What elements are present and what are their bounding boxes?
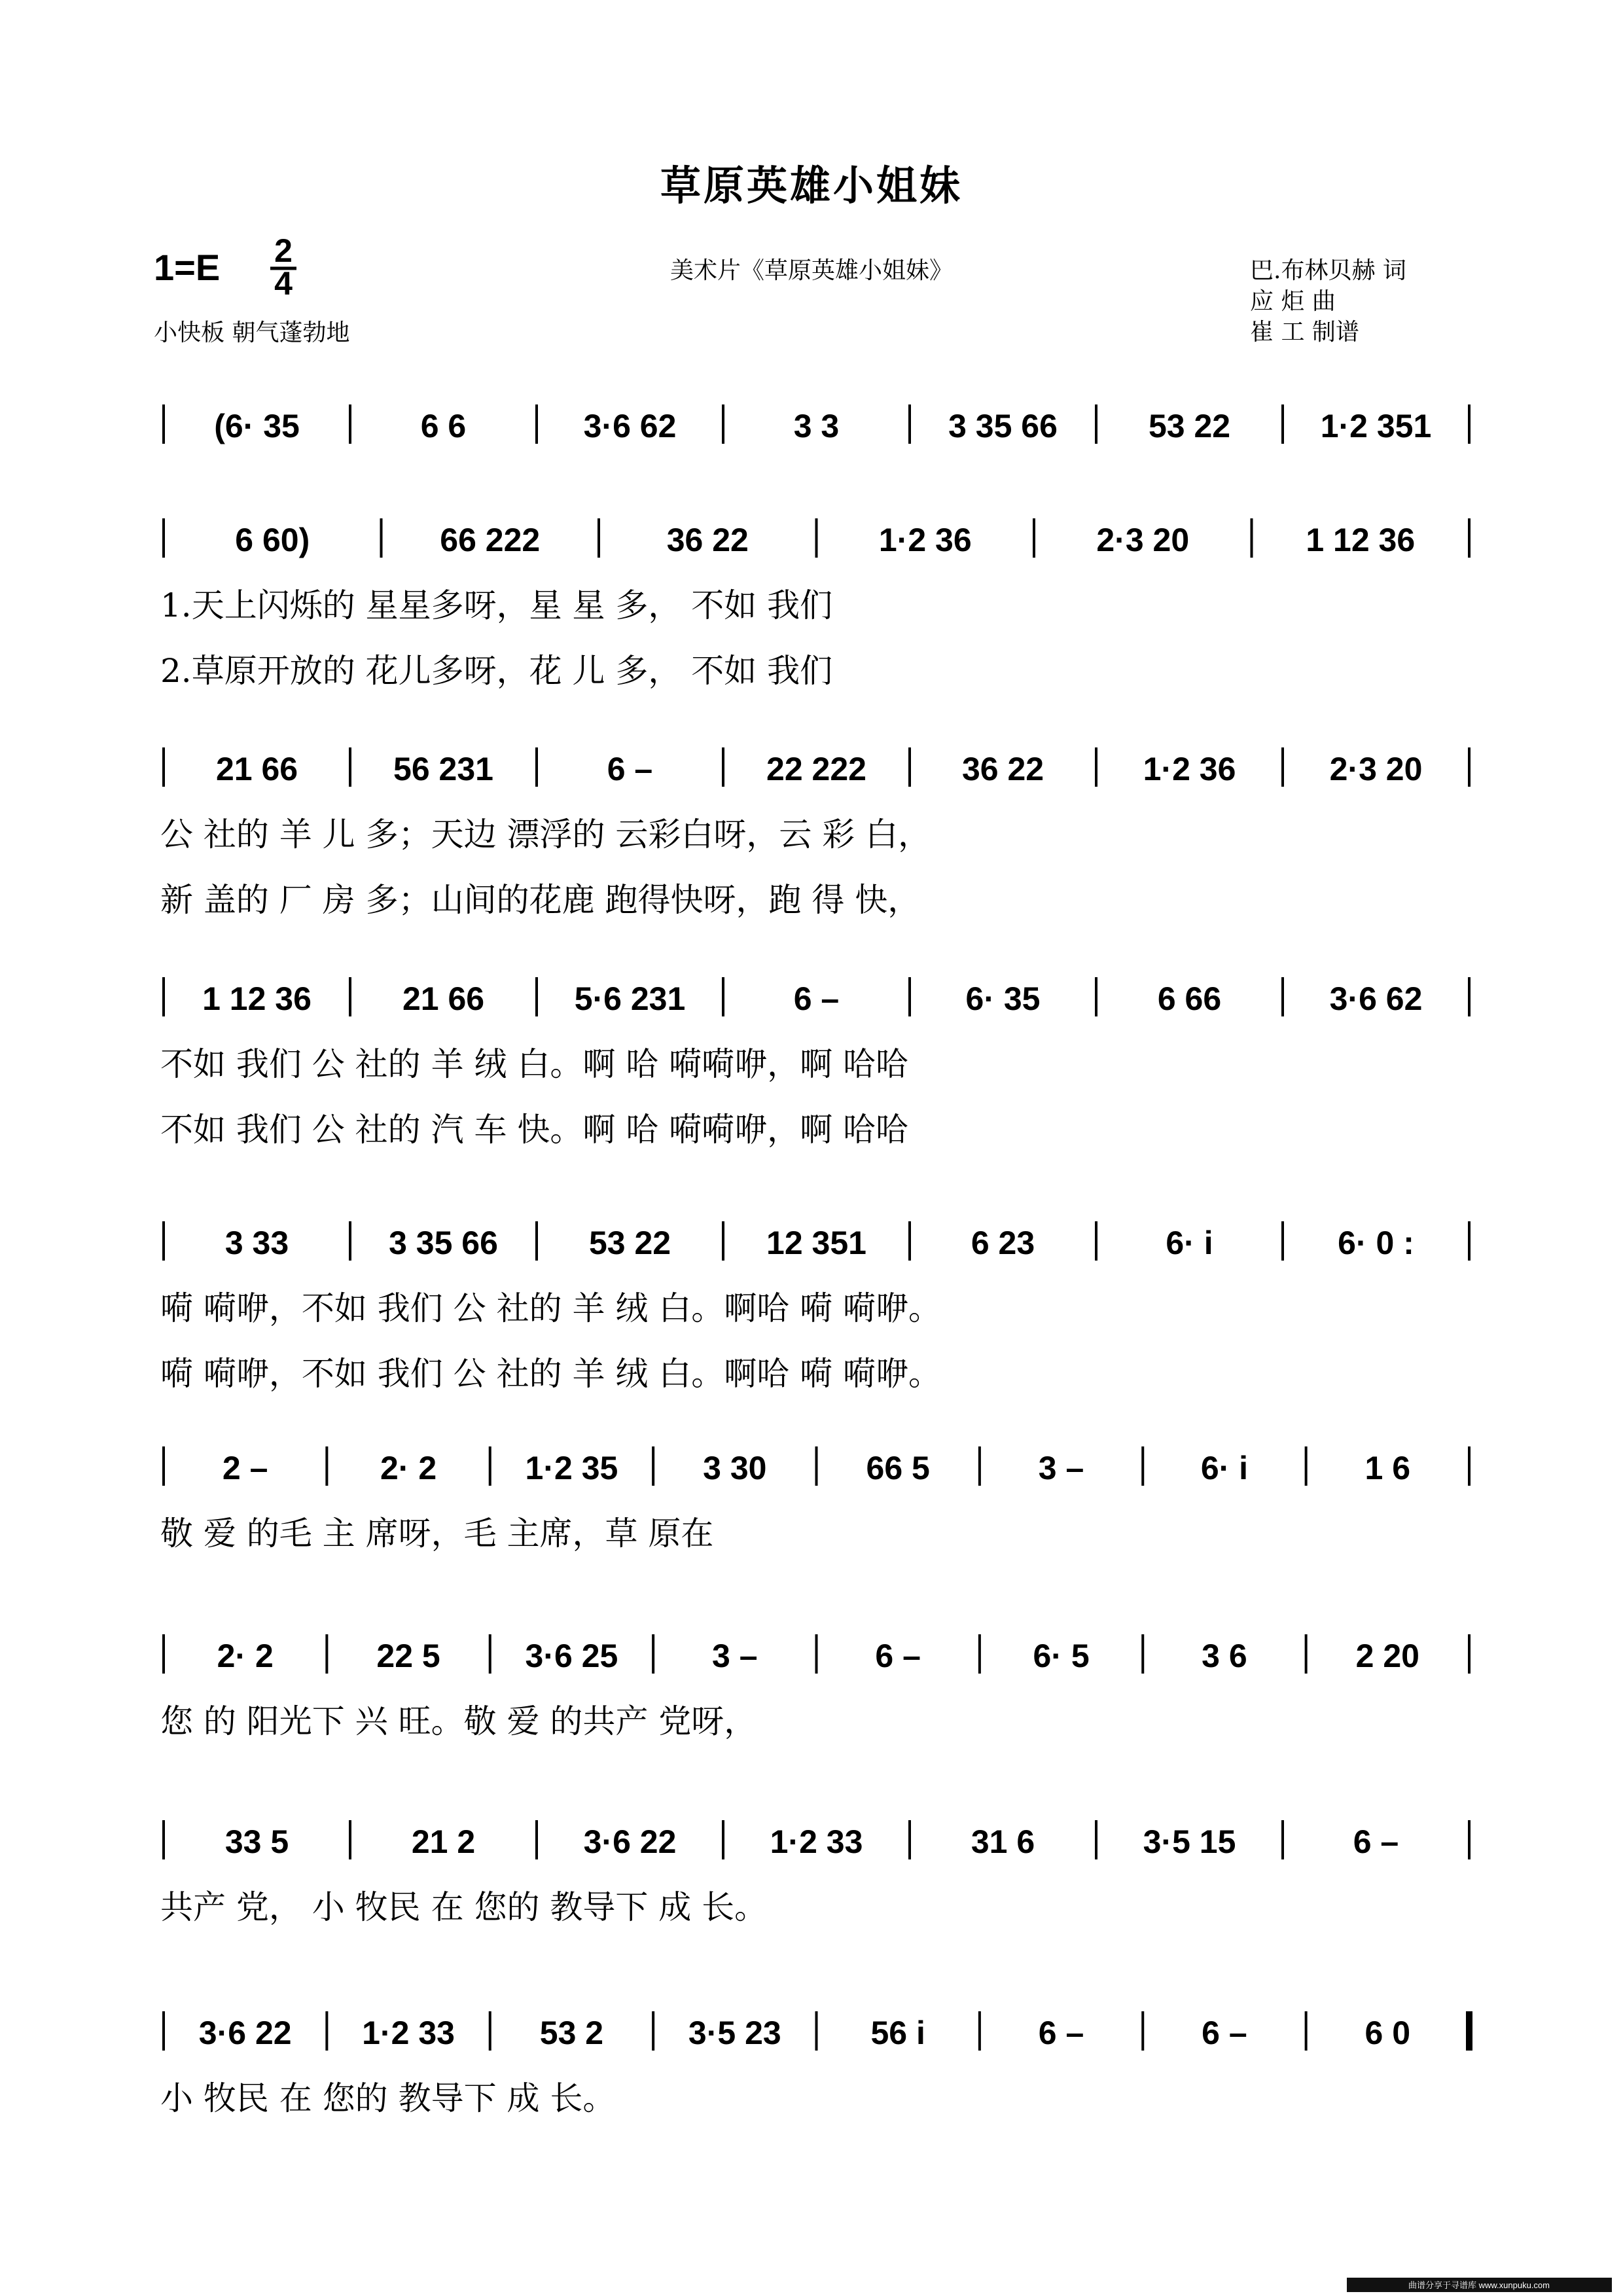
measure-notes: 6 6	[420, 408, 467, 444]
measure-notes: 1·2 33	[770, 1823, 863, 1860]
measure-notes: 3·6 62	[1329, 980, 1423, 1017]
lyric-line: 嗬 嗬咿，不如 我们 公 社的 羊 绒 白。啊哈 嗬 嗬咿。	[160, 1355, 942, 1393]
measure-notes: 3 6	[1202, 1638, 1247, 1674]
measure-notes: 53 2	[539, 2015, 604, 2051]
measure-notes: 2· 2	[217, 1638, 274, 1674]
measure-notes: 53 22	[588, 1225, 671, 1261]
measure-notes: 53 22	[1148, 408, 1231, 444]
measure-notes: 21 66	[215, 751, 298, 787]
measure-notes: 3 3	[793, 408, 840, 444]
measure-notes: 3 33	[224, 1225, 289, 1261]
lyric-line: 您 的 阳光下 兴 旺。敬 爱 的共产 党呀，	[160, 1702, 757, 1740]
time-signature	[270, 232, 296, 302]
time-signature-top: 2	[274, 232, 293, 269]
measure-notes: 3·6 25	[525, 1638, 618, 1674]
measure-notes: 3·5 15	[1143, 1823, 1236, 1860]
measure-notes: 22 222	[766, 751, 866, 787]
lyric-line: 新 盖的 厂 房 多；山间的花鹿 跑得快呀，跑 得 快，	[160, 881, 921, 919]
composer-credit: 应 炬 曲	[1250, 288, 1336, 315]
measure-notes: 1·2 33	[362, 2015, 455, 2051]
measure-notes: 22 5	[376, 1638, 440, 1674]
measure-notes: 6 60)	[235, 522, 310, 558]
measure-notes: 21 66	[402, 980, 485, 1017]
measure-notes: 3·5 23	[688, 2015, 781, 2051]
measure-notes: 66 5	[866, 1450, 930, 1486]
measure-notes: 1 12 36	[1306, 522, 1416, 558]
measure-notes: 6· i	[1166, 1225, 1213, 1261]
lyric-line: 不如 我们 公 社的 羊 绒 白。啊 哈 嗬嗬咿，啊 哈哈	[160, 1045, 909, 1083]
time-signature-bottom: 4	[274, 265, 293, 302]
measure-notes: 3·6 22	[583, 1823, 677, 1860]
notation-row	[160, 518, 1469, 690]
measure-notes: 1·2 351	[1320, 408, 1432, 444]
measure-notes: (6· 35	[214, 408, 300, 444]
measure-notes: 6 –	[875, 1638, 921, 1674]
measure-notes: 6 –	[1202, 2015, 1247, 2051]
notation-row	[160, 1634, 1469, 1740]
measure-notes: 66 222	[440, 522, 541, 558]
measure-notes: 6 –	[607, 751, 653, 787]
key-signature: 1=E	[154, 247, 221, 288]
engraver-credit: 崔 工 制谱	[1250, 319, 1359, 346]
measure-notes: 6· 5	[1033, 1638, 1090, 1674]
lyric-line: 小 牧民 在 您的 教导下 成 长。	[160, 2079, 616, 2117]
measure-notes: 3 35 66	[389, 1225, 498, 1261]
notation-row	[160, 747, 1469, 919]
tempo-marking: 小快板 朝气蓬勃地	[154, 319, 350, 346]
notation-row	[160, 977, 1469, 1149]
lyric-line: 共产 党， 小 牧民 在 您的 教导下 成 长。	[160, 1888, 768, 1926]
measure-notes: 3 35 66	[948, 408, 1058, 444]
lyric-line: 不如 我们 公 社的 汽 车 快。啊 哈 嗬嗬咿，啊 哈哈	[160, 1111, 909, 1149]
lyric-line: 1.天上闪烁的 星星多呀，星 星 多， 不如 我们	[160, 586, 833, 624]
notation-row	[160, 1221, 1469, 1393]
measure-notes: 6· 0 :	[1338, 1225, 1414, 1261]
measure-notes: 2 –	[222, 1450, 268, 1486]
measure-notes: 6 –	[1038, 2015, 1084, 2051]
measure-notes: 3 –	[712, 1638, 758, 1674]
lyricist-credit: 巴.布林贝赫 词	[1250, 257, 1406, 284]
measure-notes: 2· 2	[380, 1450, 437, 1486]
notation-row	[164, 404, 1469, 444]
measure-notes: 6 –	[793, 980, 840, 1017]
measure-notes: 3 30	[703, 1450, 767, 1486]
notation-row	[160, 2011, 1469, 2117]
measure-notes: 36 22	[666, 522, 749, 558]
measure-notes: 2·3 20	[1329, 751, 1423, 787]
lyric-line: 公 社的 羊 儿 多；天边 漂浮的 云彩白呀，云 彩 白，	[160, 816, 931, 853]
song-title: 草原英雄小姐妹	[660, 162, 963, 209]
footer-text: 曲谱分享于寻谱库 www.xunpuku.com	[1408, 2280, 1550, 2290]
notation-row	[160, 1820, 1469, 1926]
measure-notes: 1 6	[1364, 1450, 1411, 1486]
measure-notes: 6· 35	[965, 980, 1041, 1017]
footer-bar	[1347, 2278, 1612, 2292]
measure-notes: 12 351	[766, 1225, 866, 1261]
measure-notes: 2·3 20	[1096, 522, 1190, 558]
measure-notes: 1·2 36	[1143, 751, 1236, 787]
measure-notes: 3 –	[1038, 1450, 1084, 1486]
lyric-line: 敬 爱 的毛 主 席呀，毛 主席，草 原在	[160, 1515, 714, 1552]
measure-notes: 31 6	[971, 1823, 1035, 1860]
measure-notes: 2 20	[1355, 1638, 1419, 1674]
measure-notes: 6 66	[1157, 980, 1222, 1017]
measure-notes: 21 2	[411, 1823, 476, 1860]
measure-notes: 1 12 36	[202, 980, 312, 1017]
measure-notes: 6 23	[971, 1225, 1035, 1261]
measure-notes: 1·2 35	[525, 1450, 618, 1486]
measure-notes: 56 231	[393, 751, 493, 787]
measure-notes: 6 –	[1353, 1823, 1399, 1860]
measure-notes: 5·6 231	[574, 980, 686, 1017]
subtitle: 美术片《草原英雄小姐妹》	[669, 257, 954, 284]
measure-notes: 56 i	[870, 2015, 925, 2051]
measure-notes: 6 0	[1364, 2015, 1411, 2051]
measure-notes: 36 22	[961, 751, 1044, 787]
lyric-line: 2.草原开放的 花儿多呀，花 儿 多， 不如 我们	[160, 652, 833, 690]
measure-notes: 3·6 22	[198, 2015, 292, 2051]
notation-row	[160, 1446, 1469, 1552]
notation-rows	[160, 404, 1469, 2117]
measure-notes: 6· i	[1200, 1450, 1249, 1486]
measure-notes: 1·2 36	[878, 522, 972, 558]
measure-notes: 33 5	[224, 1823, 289, 1860]
lyric-line: 嗬 嗬咿，不如 我们 公 社的 羊 绒 白。啊哈 嗬 嗬咿。	[160, 1289, 942, 1327]
measure-notes: 3·6 62	[583, 408, 677, 444]
